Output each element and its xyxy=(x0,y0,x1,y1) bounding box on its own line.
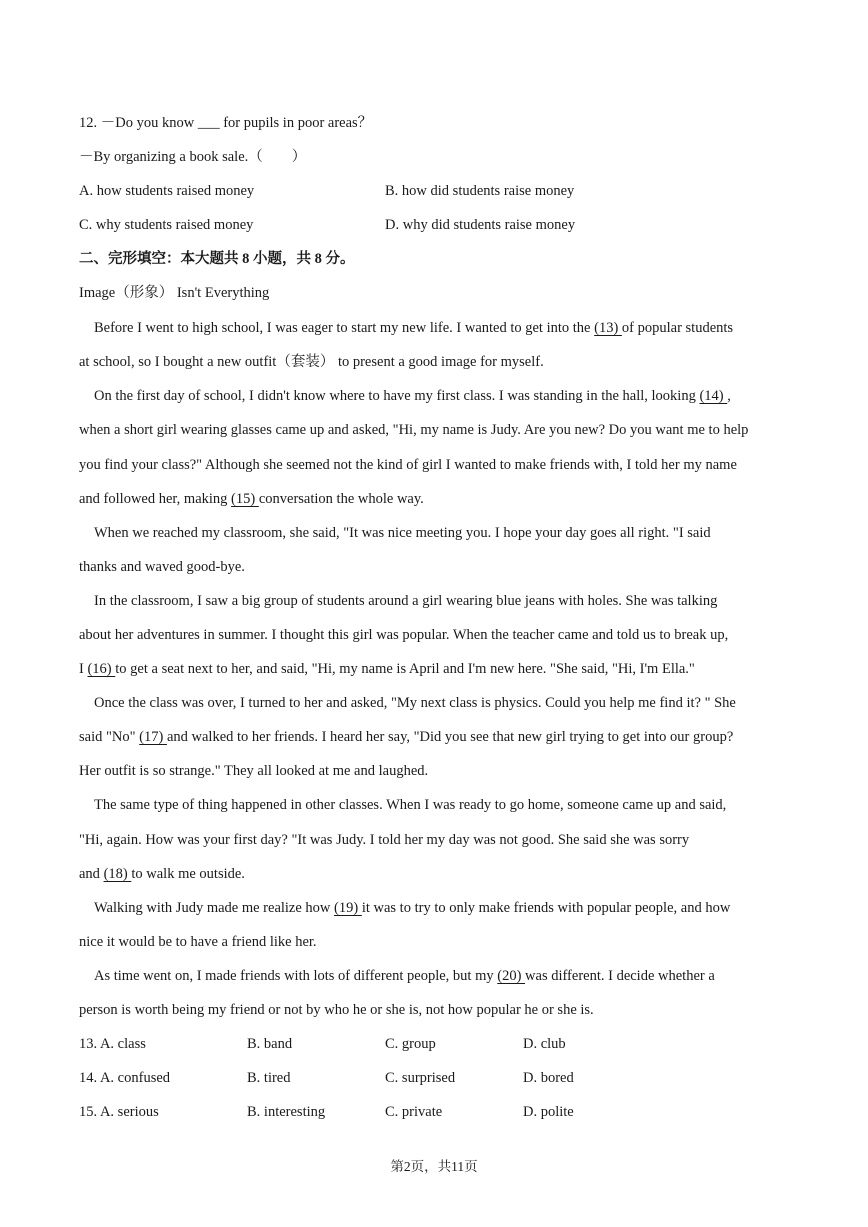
question-15-option-d: D. polite xyxy=(523,1104,574,1120)
section-heading: 二、完形填空：本大题共 8 小题，共 8 分。 xyxy=(79,251,355,267)
question-12-reply: －By organizing a book sale.（ ） xyxy=(79,149,307,165)
question-13-option-d: D. club xyxy=(523,1036,566,1052)
passage-line xyxy=(94,966,715,986)
question-number: 15. xyxy=(79,1104,98,1120)
passage-line: person is worth being my friend or not by who he or she is, not how popular he or she is. xyxy=(79,1002,594,1018)
passage-line: about her adventures in summer. I thought this girl was popular. When the teacher came and told us to break up, xyxy=(79,627,729,643)
text-segment: , xyxy=(727,388,731,404)
question-number: 13. xyxy=(79,1036,98,1052)
passage-line: Her outfit is so strange." They all looked at me and laughed. xyxy=(79,763,429,779)
passage-line xyxy=(79,864,245,884)
option-a: A. confused xyxy=(99,1070,171,1086)
blank-14: (14) xyxy=(699,388,728,404)
blank-15: (15) xyxy=(231,491,259,507)
text-segment: to get a seat next to her, and said, "Hi, my name is April and I'm new here. "She said, "Hi, I'm Ella." xyxy=(115,661,695,677)
passage-line: Once the class was over, I turned to her and asked, "My next class is physics. Could you help me find it? " She xyxy=(94,695,736,711)
passage-line xyxy=(94,318,733,338)
passage-line: thanks and waved good-bye. xyxy=(79,559,245,575)
text-segment: Walking with Judy made me realize how xyxy=(94,900,335,916)
passage-line: When we reached my classroom, she said, "It was nice meeting you. I hope your day goes all right. "I said xyxy=(94,525,711,541)
question-14-option-b: B. tired xyxy=(247,1070,291,1086)
option-a: A. serious xyxy=(99,1104,159,1120)
passage-line: at school, so I bought a new outfit（套装） to present a good image for myself. xyxy=(79,354,544,370)
passage-line: you find your class?" Although she seemed not the kind of girl I wanted to make friends with, I told her my name xyxy=(79,457,737,473)
text-segment: Before I went to high school, I was eager to start my new life. I wanted to get into the xyxy=(94,320,595,336)
question-number: 14. xyxy=(79,1070,98,1086)
blank-18: (18) xyxy=(103,866,132,882)
question-14-option-d: D. bored xyxy=(523,1070,574,1086)
question-15-option-c: C. private xyxy=(385,1104,443,1120)
text-segment: I xyxy=(79,661,88,677)
question-12-option-d: D. why did students raise money xyxy=(385,217,576,233)
question-12-option-b: B. how did students raise money xyxy=(385,183,575,199)
page-footer: 第2页，共11页 xyxy=(390,1159,478,1174)
question-12-stem: 12. －Do you know ___ for pupils in poor areas？ xyxy=(79,115,373,131)
text-segment: it was to try to only make friends with popular people, and how xyxy=(361,900,731,916)
passage-line xyxy=(94,898,730,918)
question-15 xyxy=(79,1102,159,1122)
blank-13: (13) xyxy=(594,320,622,336)
text-segment: to walk me outside. xyxy=(131,866,245,882)
option-a: A. class xyxy=(99,1036,146,1052)
passage-line xyxy=(79,659,695,679)
blank-19: (19) xyxy=(334,900,362,916)
text-segment: of popular students xyxy=(621,320,734,336)
blank-16: (16) xyxy=(87,661,116,677)
text-segment: On the first day of school, I didn't know where to have my first class. I was standing in the hall, looking xyxy=(94,388,700,404)
question-14-option-c: C. surprised xyxy=(385,1070,456,1086)
text-segment: and xyxy=(79,866,104,882)
question-13-option-c: C. group xyxy=(385,1036,436,1052)
text-segment: conversation the whole way. xyxy=(258,491,424,507)
question-12-option-c: C. why students raised money xyxy=(79,217,254,233)
text-segment: As time went on, I made friends with lots of different people, but my xyxy=(94,968,498,984)
passage-line: The same type of thing happened in other classes. When I was ready to go home, someone came up and said, xyxy=(94,797,727,813)
passage-line: when a short girl wearing glasses came up and asked, "Hi, my name is Judy. Are you new? Do you want me to help xyxy=(79,422,749,438)
passage-title: Image（形象） Isn't Everything xyxy=(79,285,270,301)
passage-line: "Hi, again. How was your first day? "It was Judy. I told her my day was not good. She said she was sorry xyxy=(79,832,690,848)
text-segment: said "No" xyxy=(79,729,140,745)
question-14 xyxy=(79,1068,170,1088)
passage-line: nice it would be to have a friend like her. xyxy=(79,934,317,950)
passage-line: In the classroom, I saw a big group of students around a girl wearing blue jeans with holes. She was talking xyxy=(94,593,718,609)
passage-line xyxy=(94,386,731,406)
text-segment: was different. I decide whether a xyxy=(525,968,715,984)
question-12-option-a: A. how students raised money xyxy=(79,183,255,199)
passage-line xyxy=(79,489,424,509)
blank-20: (20) xyxy=(497,968,526,984)
question-13 xyxy=(79,1034,146,1054)
question-15-option-b: B. interesting xyxy=(247,1104,326,1120)
passage-line xyxy=(79,727,733,747)
text-segment: and walked to her friends. I heard her say, "Did you see that new girl trying to get into our group? xyxy=(166,729,734,745)
question-13-option-b: B. band xyxy=(247,1036,293,1052)
text-segment: and followed her, making xyxy=(79,491,232,507)
blank-17: (17) xyxy=(139,729,167,745)
